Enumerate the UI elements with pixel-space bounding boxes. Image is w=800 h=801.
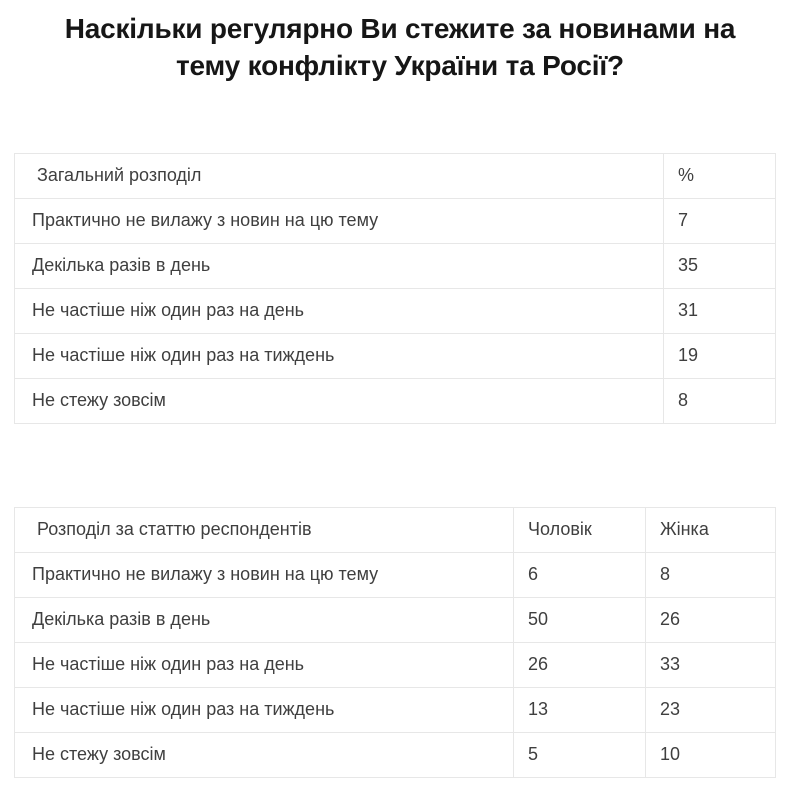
row-label: Не частіше ніж один раз на день <box>15 288 664 333</box>
row-value-female: 10 <box>646 732 776 777</box>
general-distribution-table <box>14 153 776 424</box>
table-row <box>15 642 776 687</box>
row-value: 8 <box>664 378 776 423</box>
row-value-male: 26 <box>514 642 646 687</box>
table-row <box>15 288 776 333</box>
row-label: Не стежу зовсім <box>15 732 514 777</box>
page-title: Наскільки регулярно Ви стежите за новинами на тему конфлікту України та Росії? <box>64 13 736 81</box>
row-value: 35 <box>664 243 776 288</box>
general-header-percent: % <box>664 153 776 198</box>
row-value-male: 50 <box>514 597 646 642</box>
row-value-female: 23 <box>646 687 776 732</box>
row-label: Не частіше ніж один раз на тиждень <box>15 333 664 378</box>
table-row <box>15 687 776 732</box>
table-header-row <box>15 153 776 198</box>
row-value: 19 <box>664 333 776 378</box>
row-value-male: 6 <box>514 552 646 597</box>
gender-header-female: Жінка <box>646 507 776 552</box>
table-row <box>15 552 776 597</box>
row-value: 31 <box>664 288 776 333</box>
row-value-male: 13 <box>514 687 646 732</box>
table-row <box>15 732 776 777</box>
table-row <box>15 597 776 642</box>
row-value-female: 8 <box>646 552 776 597</box>
row-label: Декілька разів в день <box>15 243 664 288</box>
table-row <box>15 243 776 288</box>
row-label: Практично не вилажу з новин на цю тему <box>15 198 664 243</box>
row-label: Практично не вилажу з новин на цю тему <box>15 552 514 597</box>
gender-header-label: Розподіл за статтю респондентів <box>15 507 514 552</box>
row-value: 7 <box>664 198 776 243</box>
gender-distribution-table <box>14 507 776 778</box>
table-row <box>15 198 776 243</box>
gender-header-male: Чоловік <box>514 507 646 552</box>
row-value-female: 26 <box>646 597 776 642</box>
table-row <box>15 378 776 423</box>
general-header-label: Загальний розподіл <box>15 153 664 198</box>
row-value-female: 33 <box>646 642 776 687</box>
table-row <box>15 333 776 378</box>
row-label: Не частіше ніж один раз на тиждень <box>15 687 514 732</box>
row-label: Декілька разів в день <box>15 597 514 642</box>
table-header-row <box>15 507 776 552</box>
row-value-male: 5 <box>514 732 646 777</box>
row-label: Не стежу зовсім <box>15 378 664 423</box>
row-label: Не частіше ніж один раз на день <box>15 642 514 687</box>
